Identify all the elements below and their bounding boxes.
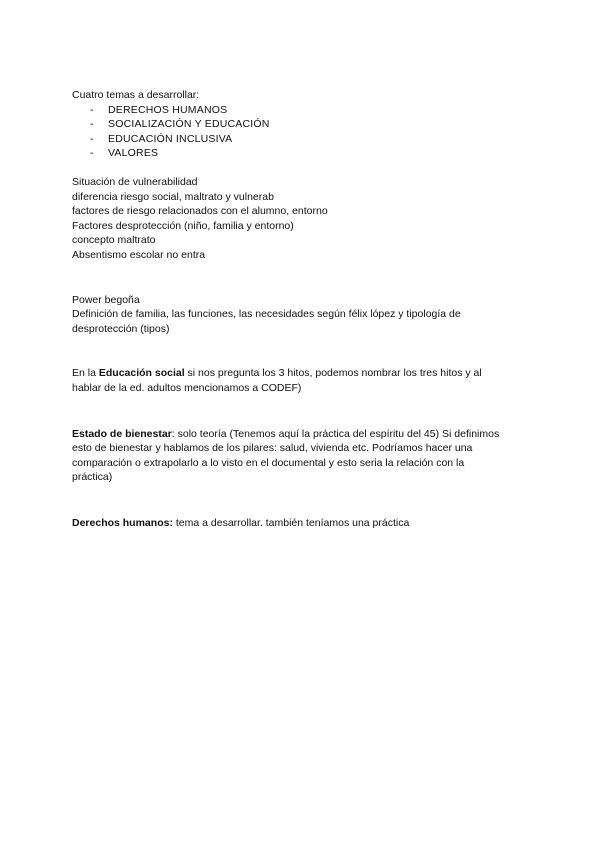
educacion-social-section bbox=[72, 366, 540, 395]
bienestar-term: Estado de bienestar bbox=[72, 427, 172, 440]
power-line: desprotección (tipos) bbox=[72, 322, 170, 335]
power-section bbox=[72, 293, 540, 337]
bienestar-section bbox=[72, 427, 540, 485]
derechos-humanos-section bbox=[72, 516, 540, 531]
bienestar-line bbox=[72, 427, 540, 442]
vulnerability-line: concepto maltrato bbox=[72, 234, 156, 247]
text-fragment: tema a desarrollar. también teníamos una práctica bbox=[172, 516, 410, 529]
text-fragment: si nos pregunta los 3 hitos, podemos nombrar los tres hitos y al bbox=[184, 367, 482, 380]
power-title: Power begoña bbox=[72, 293, 140, 306]
vulnerability-line: Absentismo escolar no entra bbox=[72, 248, 206, 261]
intro-line: Cuatro temas a desarrollar: bbox=[72, 89, 200, 101]
text-fragment: : solo teoría (Tenemos aquí la práctica del espíritu del 45) Si definimos bbox=[171, 427, 500, 440]
derechos-humanos-term: Derechos humanos: bbox=[72, 516, 173, 529]
vulnerability-line: diferencia riesgo social, maltrato y vulnerab bbox=[72, 190, 274, 203]
bienestar-line: comparación o extrapolarlo a lo visto en el documental y esto seria la relación con la bbox=[72, 456, 465, 469]
topic-item: - EDUCACIÓN INCLUSIVA bbox=[90, 132, 540, 147]
bienestar-line: práctica) bbox=[72, 471, 113, 484]
vulnerability-line: factores de riesgo relacionados con el alumno, entorno bbox=[72, 205, 328, 218]
vulnerability-heading: Situación de vulnerabilidad bbox=[72, 175, 198, 188]
vulnerability-section bbox=[72, 175, 540, 263]
educacion-social-line bbox=[72, 366, 540, 381]
educacion-social-line: hablar de la ed. adultos mencionamos a CODEF) bbox=[72, 381, 302, 394]
text-fragment: En la bbox=[72, 367, 99, 380]
power-line: Definición de familia, las funciones, las necesidades según félix lópez y tipología de bbox=[72, 308, 461, 321]
vulnerability-line: Factores desprotección (niño, familia y entorno) bbox=[72, 219, 294, 232]
topic-item: - SOCIALIZACIÓN Y EDUCACIÓN bbox=[90, 117, 540, 132]
topic-item: - VALORES bbox=[90, 146, 540, 161]
derechos-humanos-line bbox=[72, 516, 540, 531]
topic-item: - DERECHOS HUMANOS bbox=[90, 103, 540, 118]
educacion-social-term: Educación social bbox=[98, 367, 185, 380]
topics-list bbox=[72, 103, 540, 161]
bienestar-line: esto de bienestar y hablamos de los pilares: salud, vivienda etc. Podríamos hacer una bbox=[72, 442, 473, 455]
